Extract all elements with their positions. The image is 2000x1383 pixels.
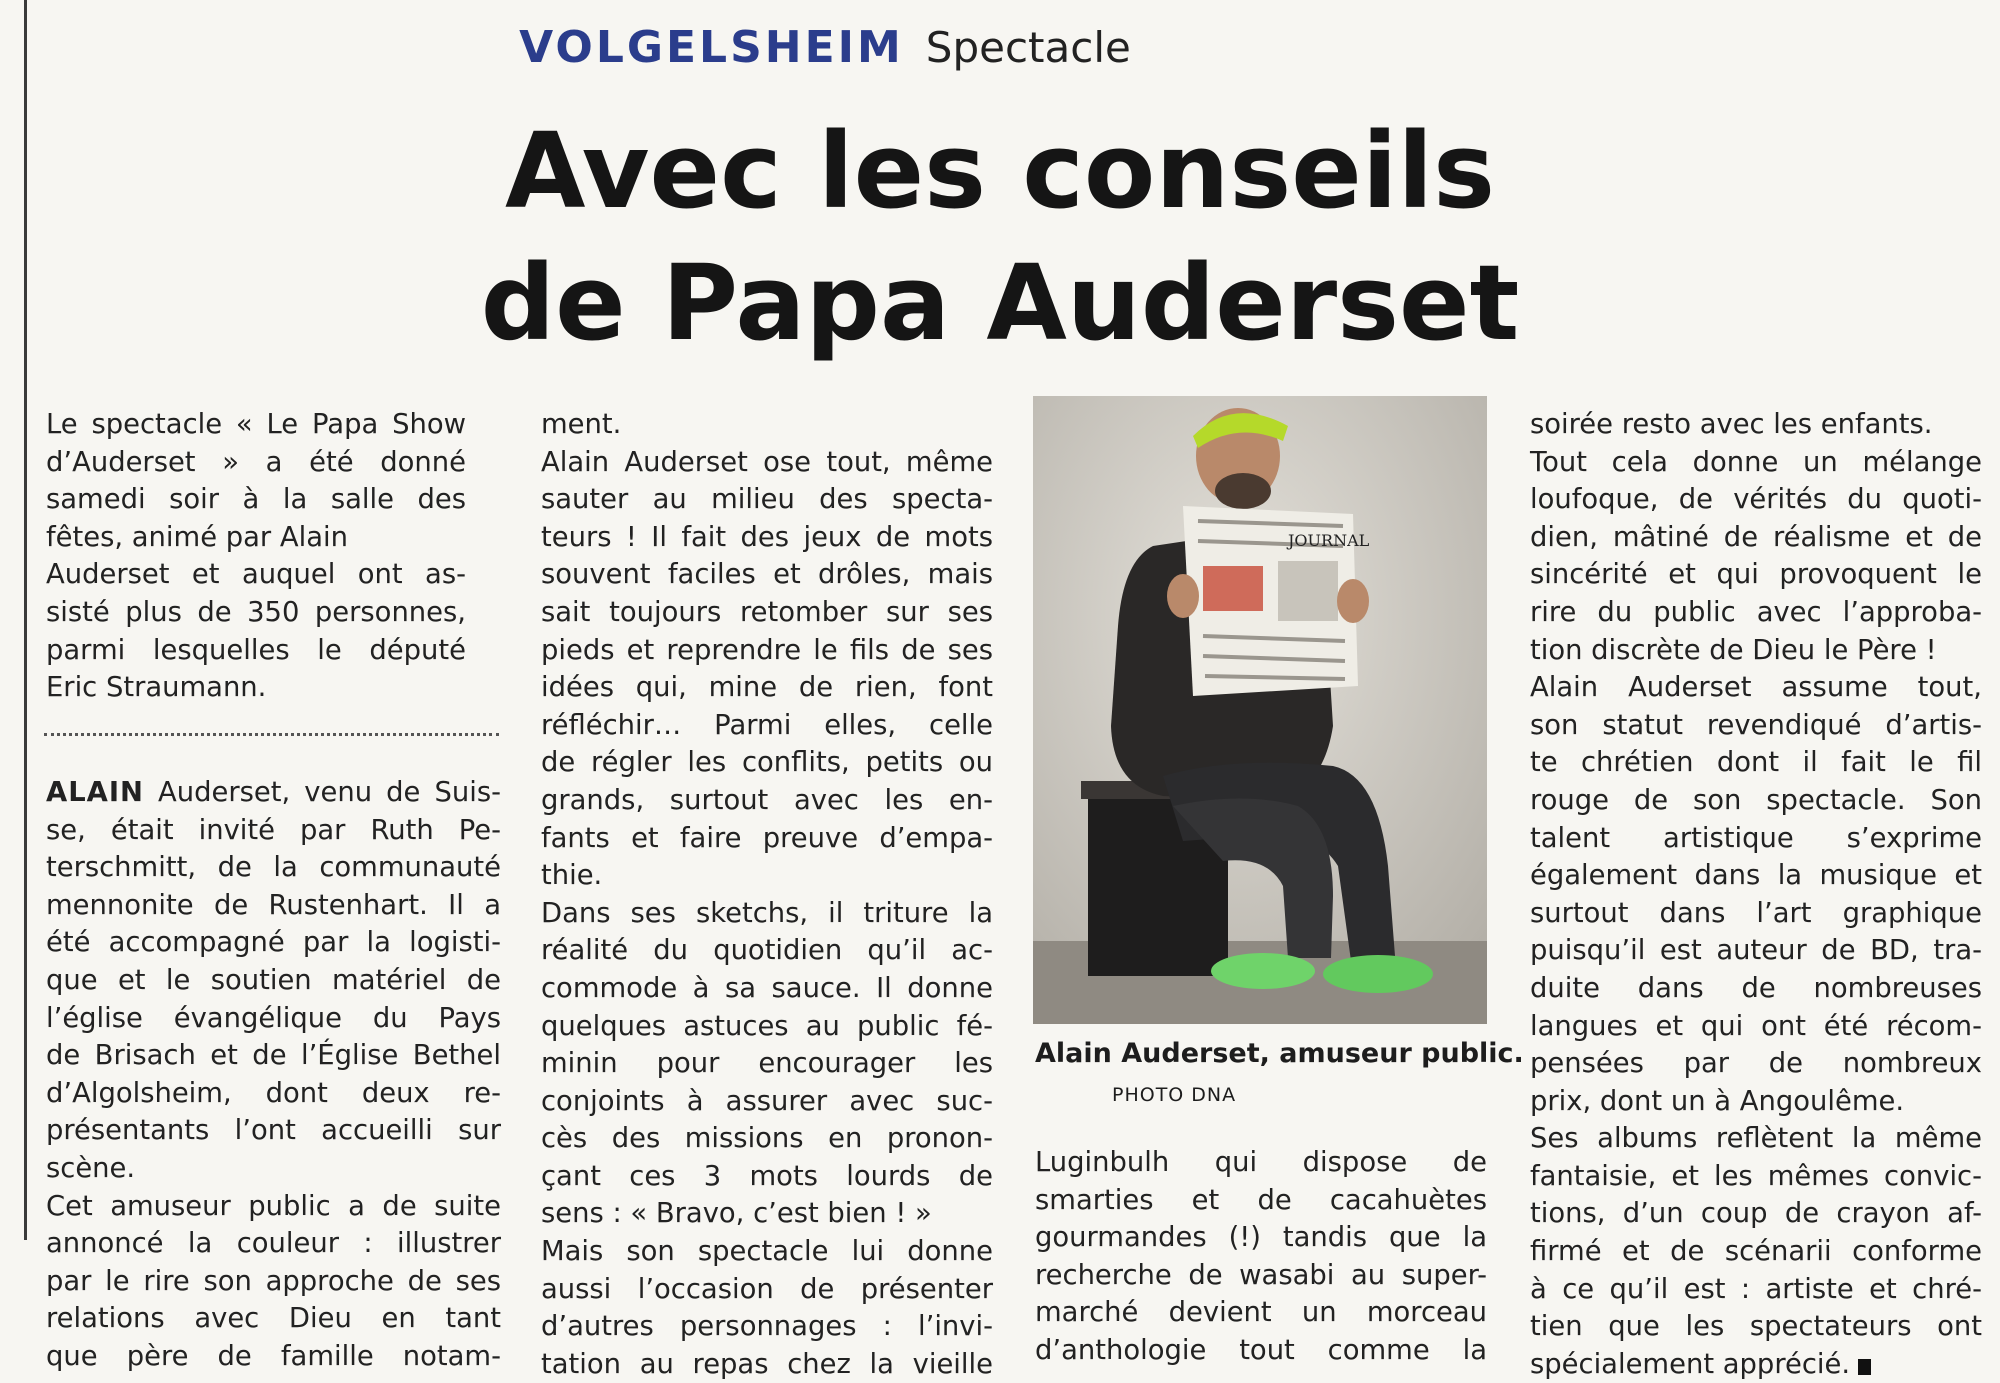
article-line: Alain Auderset ose tout, même (541, 446, 993, 478)
svg-text:JOURNAL: JOURNAL (1288, 531, 1370, 550)
article-line: terschmitt, de la communauté (46, 852, 501, 884)
article-line: d’Algolsheim, dont deux re- (46, 1077, 501, 1109)
kicker-place: VOLGELSHEIM (519, 22, 904, 73)
article-line: commode à sa sauce. Il donne (541, 972, 993, 1004)
article-line: ment. (541, 409, 622, 440)
article-line: tation au repas chez la vieille (541, 1348, 993, 1380)
article-line: marché devient un morceau (1035, 1297, 1487, 1329)
article-line: gourmandes (!) tandis que la (1035, 1222, 1487, 1254)
headline-line-2: de Papa Auderset (480, 242, 1520, 364)
article-line: quelques astuces au public fé- (541, 1010, 993, 1042)
article-line: sisté plus de 350 personnes, (46, 596, 466, 628)
article-line: parmi lesquelles le député (46, 634, 466, 666)
article-line: relations avec Dieu en tant (46, 1303, 501, 1335)
article-line: duite dans de nombreuses (1530, 972, 1982, 1004)
headline (0, 105, 2000, 369)
article-line: conjoints à assurer avec suc- (541, 1085, 993, 1117)
article-column-3 (1035, 1144, 1487, 1370)
article-line: sens : « Bravo, c’est bien ! » (541, 1198, 932, 1230)
article-line: mennonite de Rustenhart. Il a (46, 889, 501, 921)
article-line: fêtes, animé par Alain (46, 521, 349, 553)
article-line: minin pour encourager les (541, 1048, 993, 1080)
article-line: pensées par de nombreux (1530, 1048, 1982, 1080)
article-line: que et le soutien matériel de (46, 964, 501, 996)
article-line: par le rire son approche de ses (46, 1265, 501, 1297)
article-line: aussi l’occasion de présenter (541, 1273, 993, 1305)
article-line: rouge de son spectacle. Son (1530, 784, 1982, 816)
article-line: thie. (541, 860, 603, 892)
article-line: Luginbulh qui dispose de (1035, 1147, 1487, 1178)
dropcap: ALAIN (46, 777, 144, 808)
article-line: sait toujours retomber sur ses (541, 596, 993, 628)
article-line: son statut revendiqué d’artis- (1530, 709, 1982, 741)
article-line: surtout dans l’art graphique (1530, 897, 1982, 929)
article-line: Le spectacle « Le Papa Show (46, 409, 466, 440)
article-line: Tout cela donne un mélange (1530, 446, 1982, 478)
lead-paragraph (46, 406, 466, 707)
article-line: prix, dont un à Angoulême. (1530, 1085, 1905, 1117)
article-line: Ses albums reflètent la même (1530, 1123, 1982, 1155)
article-line: cès des missions en pronon- (541, 1123, 993, 1155)
article-line: également dans la musique et (1530, 860, 1982, 892)
article-line: réalité du quotidien qu’il ac- (541, 935, 993, 967)
article-line: souvent faciles et drôles, mais (541, 559, 993, 591)
article-line: ALAIN Auderset, venu de Suis- (46, 777, 501, 808)
article-line: recherche de wasabi au super- (1035, 1259, 1487, 1291)
article-line: se, était invité par Ruth Pe- (46, 814, 501, 846)
article-line: tions, d’un coup de crayon af- (1530, 1198, 1982, 1230)
article-line: de régler les conflits, petits ou (541, 747, 993, 779)
article-line: fants et faire preuve d’empa- (541, 822, 993, 854)
article-line: Cet amuseur public a de suite (46, 1190, 501, 1222)
article-line: Alain Auderset assume tout, (1530, 672, 1982, 704)
article-line: fantaisie, et les mêmes convic- (1530, 1160, 1982, 1192)
article-line: smarties et de cacahuètes (1035, 1184, 1487, 1216)
article-line: spécialement apprécié. (1530, 1346, 1982, 1383)
kicker (0, 22, 1650, 73)
photo-credit-wrap (1112, 1073, 1236, 1115)
article-line: sincérité et qui provoquent le (1530, 559, 1982, 591)
article-line: pieds et reprendre le fils de ses (541, 634, 993, 666)
article-line: firmé et de scénarii conforme (1530, 1236, 1982, 1268)
article-line: d’autres personnages : l’invi- (541, 1311, 993, 1343)
article-line: Auderset et auquel ont as- (46, 559, 466, 591)
article-line: à ce qu’il est : artiste et chré- (1530, 1273, 1982, 1305)
article-line: loufoque, de vérités du quoti- (1530, 484, 1982, 516)
article-line: Dans ses sketchs, il triture la (541, 897, 993, 929)
photo-caption (1035, 1034, 1524, 1073)
article-line: Mais son spectacle lui donne (541, 1236, 993, 1268)
article-line: sauter au milieu des specta- (541, 484, 993, 516)
article-line: grands, surtout avec les en- (541, 784, 993, 816)
article-line: samedi soir à la salle des (46, 484, 466, 516)
photo-credit: PHOTO DNA (1112, 1084, 1237, 1106)
article-photo (1033, 396, 1487, 1024)
photo-illustration (1033, 396, 1487, 1024)
article-line: de Brisach et de l’Église Bethel (46, 1040, 501, 1072)
article-line: langues et qui ont été récom- (1530, 1010, 1982, 1042)
article-line: dien, mâtiné de réalisme et de (1530, 521, 1982, 553)
article-line: çant ces 3 mots lourds de (541, 1160, 993, 1192)
article-line: soirée resto avec les enfants. (1530, 409, 1933, 440)
article-line: réfléchir… Parmi elles, celle (541, 709, 993, 741)
caption-text: Alain Auderset, amuseur public. (1035, 1038, 1524, 1069)
article-line: rire du public avec l’approba- (1530, 596, 1982, 628)
article-line: te chrétien dont il fait le fil (1530, 747, 1982, 779)
article-line: d’Auderset » a été donné (46, 446, 466, 478)
article-line: d’anthologie tout comme la (1035, 1334, 1487, 1366)
article-column-1 (46, 774, 501, 1376)
headline-line-1: Avec les conseils (504, 110, 1496, 232)
article-column-4 (1530, 406, 1982, 1383)
article-line: puisqu’il est auteur de BD, tra- (1530, 935, 1982, 967)
article-line: scène. (46, 1152, 136, 1184)
article-line: tien que les spectateurs ont (1530, 1311, 1982, 1343)
article-line: annoncé la couleur : illustrer (46, 1228, 501, 1260)
article-line: l’église évangélique du Pays (46, 1002, 501, 1034)
article-column-2 (541, 406, 993, 1383)
end-mark (1858, 1359, 1871, 1375)
article-line: tion discrète de Dieu le Père ! (1530, 634, 1937, 666)
article-line: été accompagné par la logisti- (46, 927, 501, 959)
article-line: talent artistique s’exprime (1530, 822, 1982, 854)
separator-dotted (44, 733, 499, 736)
article-line: teurs ! Il fait des jeux de mots (541, 521, 993, 553)
article-line: idées qui, mine de rien, font (541, 672, 993, 704)
article-line: que père de famille notam- (46, 1340, 501, 1372)
kicker-rubric: Spectacle (925, 23, 1131, 72)
article-line: présentants l’ont accueilli sur (46, 1115, 501, 1147)
article-line: Eric Straumann. (46, 672, 267, 704)
